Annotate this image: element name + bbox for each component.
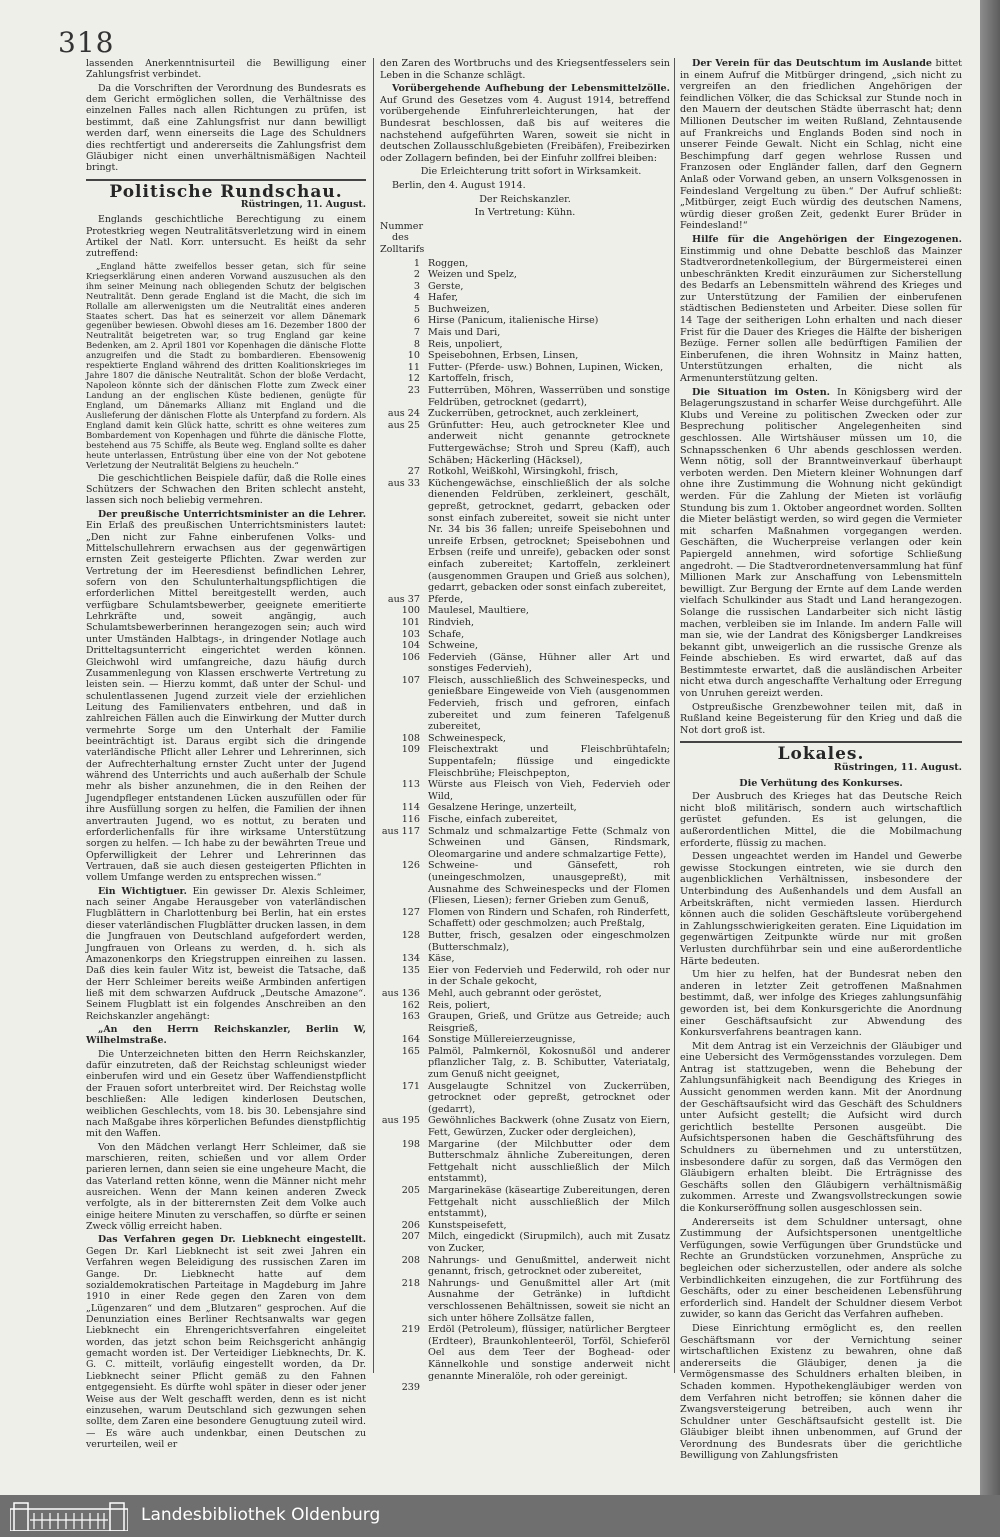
article-lead: Englands geschichtliche Berechtigung zu einem Protestkrieg wegen Neutralitätsverletzung wird in einem Artikel der Natl. Korr. untersucht. Es heißt da sehr zutreffend: <box>86 214 366 260</box>
tariff-number: aus 195 <box>381 1115 420 1127</box>
tariff-item: Nahrungs- und Genußmittel aller Art (mit Ausnahme der Getränke) in luftdicht verschlossenen Behältnissen, soweit sie nicht an sich unter höhere Zollsätze fallen, <box>428 1277 670 1324</box>
tariff-item: Buchweizen, <box>428 303 490 315</box>
tariff-number: 135 <box>401 964 420 976</box>
tariff-number: 239 <box>401 1382 420 1394</box>
tariff-item: Palmöl, Palmkernöl, Kokosnußöl und anderer pflanzlicher Talg, z. B. Schibutter, Vateriatalg, zum Genuß nicht geeignet, <box>428 1045 670 1081</box>
tariff-number: 101 <box>401 616 420 628</box>
tariff-row <box>380 1185 670 1220</box>
tariff-item: Fleisch, ausschließlich des Schweinespecks, und genießbare Eingeweide von Vieh (ausgenommen Federvieh, frisch und gefroren, einfach zubereitet und zum feineren Tafelgenuß zubereitet, <box>428 674 670 733</box>
tariff-number: 126 <box>401 860 420 872</box>
tariff-row <box>380 281 670 293</box>
tariff-row <box>380 814 670 826</box>
tariff-row <box>380 466 670 478</box>
intro-paragraph: Da die Vorschriften der Verordnung des Bundesrats es dem Gericht ermöglichen sollen, die Verhältnisse des einzelnen Falles nach allen Richtungen zu prüfen, ist bestimmt, daß eine Zahlungsfrist nur dann bewilligt werden darf, wenn einerseits die Lage des Schuldners dies rechtfertigt und andererseits die Zahlungsfrist dem Gläubiger nicht einen unverhältnismäßigen Nachteil bringt. <box>86 82 366 174</box>
tariff-number: aus 136 <box>381 987 420 999</box>
tariff-item: Schmalz und schmalzartige Fette (Schmalz von Schweinen und Gänsen, Rindsmark, Oleomargarine und andere schmalzartige Fette), <box>428 825 670 860</box>
tariff-row <box>380 629 670 641</box>
tariff-row <box>380 304 670 316</box>
tariff-row <box>380 1034 670 1046</box>
article-paragraph: Der Ausbruch des Krieges hat das Deutsche Reich nicht bloß militärisch, sondern auch wirtschaftlich gerüstet gefunden. Es ist gelungen, die außerordentlichen Mittel, die die Mobilmachung erforderte, flüssig zu machen. <box>680 791 962 849</box>
tariff-item: Ausgelaugte Schnitzel von Zuckerrüben, getrocknet oder gepreßt, getrocknet oder (gedarrt), <box>428 1080 670 1115</box>
tariff-number: 128 <box>401 929 420 941</box>
tariff-number: aus 24 <box>387 408 420 420</box>
tariff-number: 8 <box>413 338 420 350</box>
article-body: Ein Erlaß des preußischen Unterrichtsministers lautet: „Den nicht zur Fahne einberufenen Volks- und Mittelschullehrern erwachsen aus der gegenwärtigen ernsten Zeit gesteigerte Pflichten. Zwar werden zur Vertretung der im Heeresdienst befindlichen Lehrer, sofern von den Schulunterhaltungspflichtigen die erforderlichen Mittel bereitgestellt werden, auch verfügbare Schulamtsbewerber, geeignete emeritierte Lehrkräfte und, soweit angängig, auch Schulamtsbewerberinnen herangezogen sein; auch wird unter Umständen Halbtags-, in dringender Notlage auch Dritteltagsunterricht eingerichtet werden können. Gleichwohl wird umfangreiche, dazu häufig durch Zusammenlegung von Klassen erschwerte Vertretung zu leisten sein. — Hierzu kommt, daß unter der Schul- und schulentlassenen Jugend zurzeit viele der erziehlichen Leitung des Familienvaters entbehren, und daß in zahlreichen Fällen auch die Einwirkung der Mutter durch vermehrte Sorge um den Unterhalt der Familie beeinträchtigt ist. Daraus ergibt sich die dringende vaterländische Pflicht aller Lehrer und Lehrerinnen, sich der Aufrechterhaltung ernster Zucht unter der Jugend während des Unterrichts und auch außerhalb der Schule mehr als bisher anzunehmen, die in den Reihen der Jugendpfleger entstandenen Lücken auszufüllen oder für ihre Ausfüllung sorgen zu helfen, die Familien der ihnen anvertrauten Jugend, wo es nottut, zu beraten und erforderlichenfalls für ihre wirksame Unterstützung sorgen zu helfen. — Ich habe zu der bewährten Treue und Opferwilligkeit der Lehrer und Lehrerinnen das Vertrauen, daß sie auch diesen gesteigerten Pflichten in vollem Umfange werden zu entsprechen wissen.“ <box>86 520 366 884</box>
tariff-item: Speisebohnen, Erbsen, Linsen, <box>428 350 579 362</box>
tariff-number: 127 <box>401 906 420 918</box>
tariff-row <box>380 988 670 1000</box>
article-quote: Die Unterzeichneten bitten den Herrn Reichskanzler, dafür einzutreten, daß der Reichstag schleunigst wieder einberufen wird und ein Gesetz über Waffendienstpflicht der Frauen sofort unterbreitet wird. Der Reichstag wolle beschließen: Alle ledigen kinderlosen Deutschen, weiblichen Geschlechts, vom 18. bis 30. Lebensjahre sind nach Maßgabe ihres körperlichen Befundes dienstpflichtig mit den Waffen. <box>86 1048 366 1140</box>
tariff-item: Roggen, <box>428 257 469 269</box>
tariff-number: 11 <box>407 361 420 373</box>
tariff-row <box>380 953 670 965</box>
article-paragraph: Diese Einrichtung ermöglicht es, den reellen Geschäftsmann vor der Vernichtung seiner wirtschaftlichen Existenz zu bewahren, ohne daß andererseits die Gläubiger, denen ja die Vermögensmasse des Schuldners erhalten bleiben, in Schaden kommen. Hypothekengläubiger werden von dem Verfahren nicht betroffen; sie können daher die Zwangsversteigerung betreiben, auch wenn ihr Schuldner unter Geschäftsaufsicht gestellt ist. Die Gläubiger bleibt ihnen unbenommen, auf Grund der Verordnung des Bundesrats über die gerichtliche Bewilligung von Zahlungsfristen <box>680 1322 962 1462</box>
tariff-number: 206 <box>401 1219 420 1231</box>
tariff-item: Gerste, <box>428 280 464 292</box>
article-title: Hilfe für die Angehörigen der Eingezogenen. <box>692 233 962 245</box>
tariff-row <box>380 350 670 362</box>
tariff-item: Schweinespeck, <box>428 732 506 744</box>
tariff-row <box>380 640 670 652</box>
tariff-number: aus 37 <box>387 593 420 605</box>
tariff-number: 4 <box>413 292 420 304</box>
tariff-row <box>380 1115 670 1138</box>
tariff-row <box>380 826 670 861</box>
tariff-item: Zuckerrüben, getrocknet, auch zerkleinert, <box>428 408 639 420</box>
article-body: Einstimmig und ohne Debatte beschloß das Mainzer Stadtverordnetenkollegium, der Bürgermeisterei einen unbeschränkten Kredit einzuräumen zur Sicherstellung des Bedarfs an Lebensmitteln während des Krieges und zur Unterstützung der Familien der einberufenen städtischen Bediensteten und Arbeiter. Diese sollen für 14 Tage der seitherigen Lohn erhalten und nach dieser Frist für die Dauer des Krieges die Hälfte der bisherigen Bezüge. Ferner sollen alle bedürftigen Familien der Einberufenen, die ihren Wohnsitz in Mainz hatten, Unterstützungen erhalten, die nicht als Armenunterstützung gelten. <box>680 245 962 385</box>
article-title: Die Situation im Osten. <box>692 386 831 398</box>
tariff-row <box>380 362 670 374</box>
tariff-number: 3 <box>413 280 420 292</box>
tariff-item: Futter- (Pferde- usw.) Bohnen, Lupinen, Wicken, <box>428 361 664 373</box>
tariff-row <box>380 594 670 606</box>
tariff-row <box>380 733 670 745</box>
tariff-item: Hirse (Panicum, italienische Hirse) <box>428 315 599 327</box>
tariff-number: 10 <box>407 350 420 362</box>
tariff-item: Schweine, <box>428 640 478 652</box>
tariff-row <box>380 258 670 270</box>
tariff-item: Gewöhnliches Backwerk (ohne Zusatz von Eiern, Fett, Gewürzen, Zucker oder dergleichen), <box>428 1115 670 1139</box>
tariff-number: aus 33 <box>387 477 420 489</box>
tariff-item: Rotkohl, Weißkohl, Wirsingkohl, frisch, <box>428 466 619 478</box>
tariff-item: Weizen und Spelz, <box>428 269 517 281</box>
tariff-row <box>380 1231 670 1254</box>
article-paragraph: Andererseits ist dem Schuldner untersagt, ohne Zustimmung der Aufsichtspersonen unentgeltliche Verfügungen, sowie Verfügungen über Grundstücke und Rechte an Grundstücken vorzunehmen, Ansprüche zu begleichen oder sicherzustellen, oder andere als solche Verbindlichkeiten einzugehen, die zur Fortführung des Geschäfts, oder zu einer bescheidenen Lebensführung erforderlich sind. Handelt der Schuldner diesem Verbot zuwider, so kann das Gericht das Verfahren aufheben. <box>680 1216 962 1321</box>
tariff-row <box>380 744 670 779</box>
tariff-row <box>380 339 670 351</box>
article-body: Auf Grund des Gesetzes vom 4. August 1914, betreffend vorübergehende Einfuhrerleichterungen, hat der Bundesrat beschlossen, daß bis auf weiteres die nachstehend aufgeführten Waren, soweit sie nicht in deutschen Zollausschlußgebieten (Freibäfen), Freibezirken oder Zollagern befinden, bei der Einfuhr zollfrei bleiben: <box>380 94 670 164</box>
tariff-number: 107 <box>401 674 420 686</box>
tariff-row <box>380 292 670 304</box>
tariff-row <box>380 1046 670 1081</box>
signer: In Vertretung: Kühn. <box>474 207 576 219</box>
tariff-item: Rindvieh, <box>428 616 475 628</box>
tariff-item: Futterrüben, Möhren, Wasserrüben und sonstige Feldrüben, getrocknet (gedarrt), <box>428 385 670 408</box>
tariff-item: Maulesel, Maultiere, <box>428 605 529 617</box>
tariff-item: Milch, eingedickt (Sirupmilch), auch mit Zusatz von Zucker, <box>428 1231 670 1254</box>
footer-bar <box>0 1495 1000 1537</box>
table-header <box>380 221 670 256</box>
article-title: Das Verfahren gegen Dr. Liebknecht eingestellt. <box>98 1234 366 1246</box>
column-3 <box>680 58 962 1464</box>
tariff-row <box>380 1220 670 1232</box>
tariff-number: 114 <box>401 802 420 814</box>
tariff-item: Kunstspeisefett, <box>428 1219 507 1231</box>
tariff-item: Fische, einfach zubereitet, <box>428 814 558 825</box>
tariff-number: 218 <box>401 1277 420 1289</box>
tariff-item: Käse, <box>428 953 455 965</box>
article-body: In Königsberg wird der Belagerungszustand in scharfer Weise durchgeführt. Alle Klubs und Vereine zu politischen Zwecken oder zur Besprechung politischer Angelegenheiten sind geschlossen. Alle Wirtshäuser müssen um 10, die Schnapsschenken 6 Uhr abends geschlossen werden. Wenn nötig, soll der Branntweinverkauf überhaupt verboten werden. Den Mietern kleiner Wohnungen darf ohne ihre Zustimmung die Wohnung nicht gekündigt werden. Für die Zahlung der Mieten ist vorläufig Stundung bis zum 1. Oktober angeordnet worden. Sollten die Mieter belästigt werden, so wird gegen die Vermieter mit scharfen Maßnahmen vorgegangen werden. Geschäften, die Wucherpreise verlangen oder kein Papiergeld annehmen, wird sofortige Schließung angedroht. — Die Stadtverordnetenversammlung hat fünf Millionen Mark zur Anschaffung von Lebensmitteln bewilligt. Zur Bergung der Ernte auf dem Lande werden vielfach Schulkinder aus Stadt und Land herangezogen. Solange die russischen Landarbeiter sich nicht lästig machen, verbleiben sie im Inlande. Im andern Falle will man sie, wie der Landrat des Königsberger Landkreises bekannt gibt, unweigerlich an die russische Grenze als Feinde abschieben. Es wird erwartet, daß auf das Bestimmteste erwartet, daß die ausländischen Arbeiter nicht etwa durch angeschaffte Verhaltung oder Erregung von Unruhen gereizt werden. <box>680 386 962 700</box>
tariff-row <box>380 269 670 281</box>
tariff-number: 100 <box>401 605 420 617</box>
tariff-table <box>380 258 670 1394</box>
tariff-row <box>380 1324 670 1382</box>
tariff-item: Gesalzene Heringe, unzerteilt, <box>428 802 577 814</box>
tariff-number: 163 <box>401 1011 420 1023</box>
tariff-row <box>380 1255 670 1278</box>
tariff-number: 116 <box>401 814 420 825</box>
article-body: Ein gewisser Dr. Alexis Schleimer, nach seiner Angabe Herausgeber von vaterländischen Flugblättern in Charlottenburg bei Berlin, hat ein erstes dieser vaterländischen Flugblätter drucken lassen, in dem die Jungfrauen von Deutschland aufgefordert werden, Jungfrauen von Orleans zu werden, d. h. sich als Amazonenkorps den Kriegstruppen einreihen zu lassen. Daß dies kein fauler Witz ist, beweist die Tatsache, daß der Herr Schleimer bereits weiße Armbinden anfertigen ließ mit dem schwarzen Aufdruck „Deutsche Amazone“. Seinem Flugblatt ist ein folgendes Anschreiben an den Reichskanzler angehängt: <box>86 885 367 1022</box>
article-paragraph: Um hier zu helfen, hat der Bundesrat neben den anderen in letzter Zeit getroffenen Maßnahmen bestimmt, daß, wer infolge des Krieges zahlungsunfähig geworden ist, bei dem Konkursgerichte die Anordnung einer Geschäftsaufsicht zur Abwendung des Konkursverfahrens beantragen kann. <box>680 969 962 1039</box>
divider <box>680 741 962 743</box>
tariff-number: 12 <box>407 373 420 385</box>
library-name: Landesbibliothek Oldenburg <box>141 1505 381 1525</box>
tariff-row <box>380 1011 670 1034</box>
tariff-number: 27 <box>407 466 420 478</box>
tariff-number: 103 <box>401 628 420 640</box>
tariff-item: Mais und Dari, <box>428 327 501 339</box>
tariff-number: 5 <box>413 303 420 315</box>
tariff-item: Fleischextrakt und Fleischbrühtafeln; Suppentafeln; flüssige und eingedickte Fleischbrühe; Fleischpepton, <box>428 744 670 779</box>
tariff-number: aus 25 <box>387 419 420 431</box>
book-spine <box>980 0 1000 1495</box>
tariff-number: 2 <box>413 269 420 281</box>
column-rule <box>674 58 675 1373</box>
tariff-row <box>380 1081 670 1116</box>
tariff-item <box>428 1382 670 1394</box>
article-title: Vorübergehende Aufhebung der Lebensmittelzölle. <box>392 83 670 95</box>
column-2 <box>380 58 670 1396</box>
section-title: Lokales. <box>777 744 865 765</box>
section-title: Politische Rundschau. <box>109 181 343 202</box>
tariff-number: 23 <box>407 385 420 397</box>
tariff-row <box>380 779 670 802</box>
tariff-number: 6 <box>413 315 420 327</box>
article-body: bittet in einem Aufruf die Mitbürger dringend, „sich nicht zu vergreifen an den friedlichen Angehörigen der feindlichen Völker, die das Schicksal zur Stunde noch in den Mauern der deutschen Städte überrascht hat; denn Millionen Deutscher im weiten Rußland, Zehntausende auf Frankreichs und Englands Boden sind noch in unserer Feinde Gewalt. Nicht ein Schlag, nicht eine Beschimpfung darf gegen wehrlose Russen und Franzosen oder Engländer fallen, darf den Gegnern Anlaß oder Vorwand geben, an unsern Volksgenossen in Feindesland Vergeltung zu üben.“ Der Aufruf schließt: „Mitbürger, zeigt Euch würdig des deutschen Namens, würdig dieser großen Zeit, gedenkt Eurer Brüder in Feindesland!“ <box>680 58 962 232</box>
effective-note: Die Erleichterung tritt sofort in Wirksamkeit. <box>420 166 642 178</box>
tariff-row <box>380 385 670 408</box>
tariff-item: Schweine- und Gänsefett, roh (uneingeschmolzen, unausgepreßt), mit Ausnahme des Schweinespecks und der Flomen (Fliesen, Liesen); ferner Grieben zum Genuß, <box>428 860 670 907</box>
article-paragraph: Die geschichtlichen Beispiele dafür, daß die Rolle eines Schützers der Schwachen den Briten schlecht ansteht, lassen sich noch beliebig vermehren. <box>86 472 366 507</box>
signer: Der Reichskanzler. <box>479 193 571 205</box>
table-header-cell: des <box>392 232 409 244</box>
tariff-row <box>380 420 670 466</box>
tariff-number: 164 <box>401 1034 420 1046</box>
tariff-number: 106 <box>401 651 420 663</box>
article-title: Ein Wichtigtuer. <box>98 885 187 897</box>
tariff-row <box>380 907 670 930</box>
tariff-row <box>380 860 670 906</box>
tariff-number: 113 <box>401 779 420 791</box>
tariff-item: Graupen, Grieß, und Grütze aus Getreide; auch Reisgrieß, <box>428 1011 670 1034</box>
article-paragraph: Dessen ungeachtet werden im Handel und Gewerbe gewisse Stockungen eintreten, wie sie durch den augenblicklichen Verhältnissen, insbesondere der Unterbindung des Außenhandels und dem Ausfall an Arbeitskräften, nicht vermieden lassen. Hierdurch können auch die soliden Geschäftsleute vorübergehend in Zahlungsschwierigkeiten geraten. Eine Liquidation im gegenwärtigen Zeitpunkte würde nur mit großen Verlusten durchführbar sein und eine außerordentliche Härte bedeuten. <box>680 851 962 967</box>
tariff-item: Margarine (der Milchbutter oder dem Butterschmalz ähnliche Zubereitungen, deren Fettgehalt nicht ausschließlich der Milch entstammt), <box>428 1138 670 1185</box>
article-title: Der Verein für das Deutschtum im Auslande <box>692 58 933 69</box>
tariff-row <box>380 1139 670 1185</box>
article-title: Die Verhütung des Konkurses. <box>739 777 903 789</box>
tariff-item: Eier von Federvieh und Federwild, roh oder nur in der Schale gekocht, <box>428 964 670 988</box>
tariff-row <box>380 802 670 814</box>
column-1 <box>86 58 366 1452</box>
tariff-item: Erdöl (Petroleum), flüssiger, natürlicher Bergteer (Erdteer), Braunkohlenteeröl, Torföl, Schieferöl Oel aus dem Teer der Boghead- oder Kännelkohle und sonstige anderweit nicht genannte Mineralöle, roh oder gereinigt. <box>428 1324 670 1382</box>
intro-paragraph: den Zaren des Wortbruchs und des Kriegsentfesselers sein Leben in die Schanze schlägt. <box>380 58 670 81</box>
tariff-row <box>380 965 670 988</box>
tariff-number: 109 <box>401 744 420 756</box>
article-paragraph: Von den Mädchen verlangt Herr Schleimer, daß sie marschieren, reiten, schießen und vor allem Order parieren lernen, dann seien sie eine ungeheure Macht, die das Vaterland retten könne, wenn die Männer nicht mehr ausreichen. Wenn der Mann keinen anderen Zweck verfolgte, als in der bitterernsten Zeit dem Volke auch einige heitere Minuten zu verschaffen, so dürfte er seinen Zweck völlig erreicht haben. <box>86 1141 366 1233</box>
tariff-item: Grünfutter: Heu, auch getrockneter Klee und anderweit nicht genannte getrocknete Futtergewächse; Stroh und Spreu (Kaff), auch Schäben; Häckerling (Häcksel), <box>428 419 670 466</box>
library-building-icon <box>10 1501 128 1531</box>
tariff-row <box>380 605 670 617</box>
article-body: Gegen Dr. Karl Liebknecht ist seit zwei Jahren ein Verfahren wegen Beleidigung des russischen Zaren im Gange. Dr. Liebknecht hatte auf dem sozialdemokratischen Parteitage in Magdeburg im Jahre 1910 in einer Rede gegen den Zaren von dem „Lügenzaren“ und dem „Blutzaren“ gesprochen. Auf die Denunziation eines Berliner Rechtsanwalts war gegen Liebknecht ein Ehrengerichtsverfahren eingeleitet worden, das jetzt schon beim Reichsgericht anhängig gemacht worden ist. Der Verteidiger Liebknechts, Dr. K. G. C. mitteilt, vorläufig eingestellt worden, da Dr. Liebknecht seiner Pflicht gemäß zu den Fahnen entgegensieht. Es dürfte wohl später in dieser oder jener Weise aus der Welt geschafft werden, denn es ist nicht einzusehen, warum Deutschland sich gezwungen sehen sollte, dem Zaren eine besondere Genugtuung zuteil wird. — Es wäre auch undenkbar, einen Deutschen zu verurteilen, weil er <box>86 1245 366 1450</box>
tariff-number: 205 <box>401 1185 420 1196</box>
tariff-number: 207 <box>401 1231 420 1243</box>
article-quote: „England hätte zweifellos besser getan, sich für seine Kriegserklärung einen anderen Vorwand auszusuchen als den ihm seiner Meinung nach obliegenden Schutz der belgischen Neutralität. Denn gerade England ist die Macht, die sich im Rollalle am allerwenigsten um die Neutralität eines anderen Staates schert. Das hat es seinerzeit vor allem Dänemark gegenüber bewiesen. Obwohl dieses am 16. Dezember 1800 der Neutralität beigetreten war, so trug England gar keine Bedenken, am 2. April 1801 vor Kopenhagen die dänische Flotte anzugreifen und die Stadt zu bombardieren. Ebensowenig respektierte England während des dritten Koalitionskrieges im Jahre 1807 die dänische Neutralität. Schon der bloße Verdacht, Napoleon könnte sich der dänischen Flotte zum Zweck einer Landung an der englischen Küste bedienen, genügte für England, um Dänemarks Allianz mit England und die Auslieferung der dänischen Flotte als Unterpfand zu fordern. Als England damit kein Glück hatte, schritt es ohne weiteres zum Bombardement von Kopenhagen und führte die dänische Flotte, bestehend aus 75 Schiffe, als Beute weg. England sollte es daher heute unterlassen, Entrüstung über eine von der Not gebotene Verletzung der Neutralität Belgiens zu heucheln.“ <box>86 260 366 470</box>
tariff-number: 171 <box>401 1080 420 1092</box>
column-rule <box>373 58 374 1373</box>
tariff-number: 104 <box>401 640 420 652</box>
tariff-number: 7 <box>413 327 420 339</box>
tariff-number: 1 <box>413 257 420 269</box>
tariff-row <box>380 315 670 327</box>
tariff-row <box>380 327 670 339</box>
divider <box>86 179 366 181</box>
tariff-item: Reis, unpoliert, <box>428 338 503 350</box>
tariff-item: Küchengewächse, einschließlich der als solche dienenden Feldrüben, zerkleinert, geschält, gepreßt, getrocknet, gedarrt, gebacken oder sonst einfach zubereitet, soweit sie nicht unter Nr. 34 bis 36 fallen; unreife Speisebohnen und unreife Erbsen, getrocknet; Speisebohnen und Erbsen (reife und unreife), gebacken oder sonst einfach zubereitet; Kartoffeln, zerkleinert (ausgenommen Graupen und Grieß aus solchen), gedarrt, gebacken oder sonst einfach zubereitet, <box>428 477 670 594</box>
tariff-item: Nahrungs- und Genußmittel, anderweit nicht genannt, frisch, getrocknet oder zubereitet, <box>428 1254 670 1278</box>
page-number: 318 <box>58 26 115 59</box>
tariff-row <box>380 408 670 420</box>
tariff-number: 219 <box>401 1324 420 1336</box>
tariff-row <box>380 1382 670 1394</box>
tariff-number: 165 <box>401 1045 420 1057</box>
tariff-row <box>380 1000 670 1012</box>
tariff-number: 134 <box>401 953 420 965</box>
tariff-item: Flomen von Rindern und Schafen, roh Rinderfett, Schaffett) oder geschmolzen; auch Preßtalg, <box>428 906 670 930</box>
tariff-row <box>380 478 670 594</box>
article-title: Der preußische Unterrichtsminister an die Lehrer. <box>98 508 366 520</box>
table-header-cell: Nummer <box>380 220 424 232</box>
table-header-cell: Zolltarifs <box>380 243 425 255</box>
tariff-item: Würste aus Fleisch von Vieh, Federvieh oder Wild, <box>428 779 670 802</box>
tariff-number: 162 <box>401 999 420 1011</box>
tariff-number: 198 <box>401 1138 420 1150</box>
tariff-item: Sonstige Müllereierzeugnisse, <box>428 1034 576 1046</box>
tariff-item: Butter, frisch, gesalzen oder eingeschmolzen (Butterschmalz), <box>428 929 670 953</box>
dateline: Rüstringen, 11. August. <box>240 198 366 210</box>
intro-paragraph: lassenden Anerkenntnisurteil die Bewilligung einer Zahlungsfrist verbindet. <box>86 58 366 81</box>
tariff-item: Hafer, <box>428 292 458 304</box>
tariff-row <box>380 930 670 953</box>
tariff-item: Schafe, <box>428 628 465 640</box>
tariff-item: Pferde, <box>428 593 464 605</box>
tariff-row <box>380 373 670 385</box>
dateline: Rüstringen, 11. August. <box>833 762 962 774</box>
tariff-row <box>380 652 670 675</box>
tariff-item: Kartoffeln, frisch, <box>428 373 514 385</box>
tariff-row <box>380 617 670 629</box>
tariff-number: 208 <box>401 1254 420 1266</box>
tariff-item: Federvieh (Gänse, Hühner aller Art und sonstiges Federvieh), <box>428 651 670 675</box>
tariff-item: Margarinekäse (käseartige Zubereitungen, deren Fettgehalt nicht ausschließlich der Milch entstammt), <box>428 1185 670 1220</box>
place-date: Berlin, den 4. August 1914. <box>392 179 526 191</box>
tariff-row <box>380 1278 670 1324</box>
tariff-number: aus 117 <box>381 825 420 837</box>
tariff-item: Mehl, auch gebrannt oder geröstet, <box>428 987 602 999</box>
tariff-row <box>380 675 670 733</box>
article-quote: „An den Herrn Reichskanzler, Berlin W, Wilhelmstraße. <box>86 1024 366 1047</box>
tariff-number: 108 <box>401 732 420 744</box>
article-paragraph: Mit dem Antrag ist ein Verzeichnis der Gläubiger und eine Uebersicht des Vermögensstandes vorzulegen. Dem Antrag ist stattzugeben, wenn die Behebung der Zahlungsunfähigkeit nach Beendigung des Krieges in Aussicht genommen werden kann. Mit der Anordnung der Geschäftsaufsicht wird das Geschäft des Schuldners unter Aufsicht gestellt; die Aufsicht wird durch gerichtlich bestellte Personen ausgeübt. Die Aufsichtspersonen haben die Geschäftsführung des Schuldners zu übernehmen und zu unterstützen, insbesondere dafür zu sorgen, daß das Vermögen den Gläubigern erhalten bleibt. Die Erträgnisse des Geschäfts sollen den Gläubigern verhältnismäßig zukommen. Arreste und Zwangsvollstreckungen sowie die Konkurseröffnung sollen ausgeschlossen sein. <box>680 1040 962 1214</box>
tariff-item: Reis, poliert, <box>428 999 491 1011</box>
article-paragraph: Ostpreußische Grenzbewohner teilen mit, daß in Rußland keine Begeisterung für den Krieg und daß die Not dort groß ist. <box>680 701 962 736</box>
